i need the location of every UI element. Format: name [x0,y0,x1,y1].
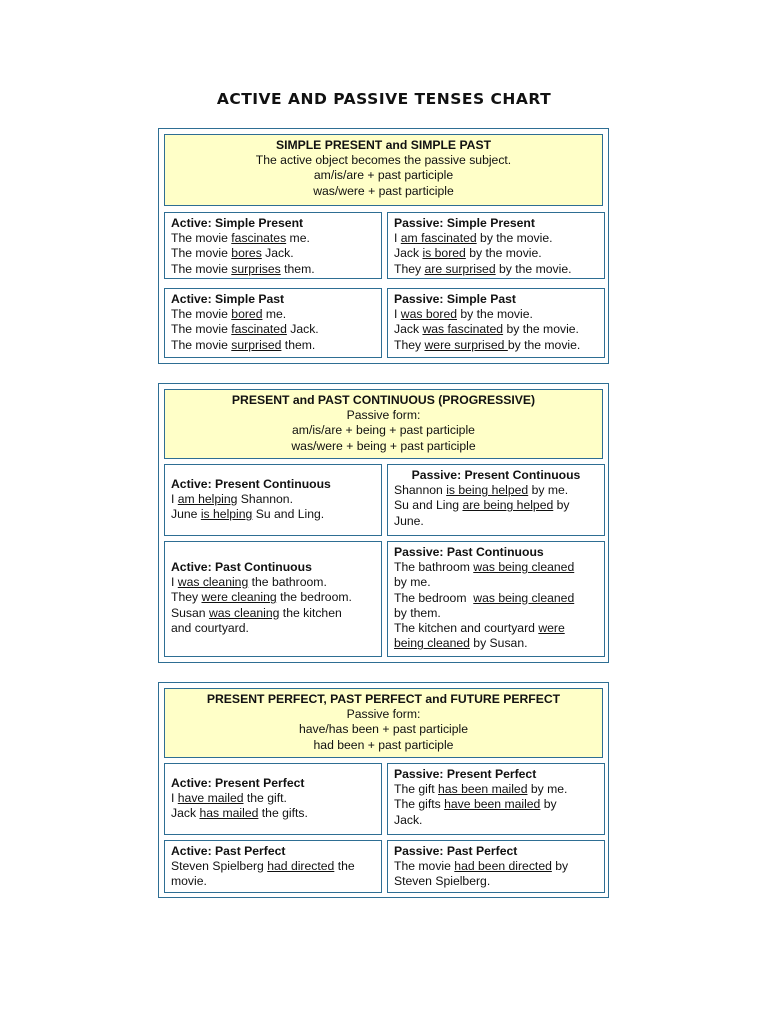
sentence-text: Jack [171,806,200,821]
sentence-text: Shannon [394,483,447,498]
underlined-verb-phrase: have mailed [177,791,244,806]
sentence-text: the kitchen [279,605,342,620]
sentence-text: I [171,492,178,507]
example-sentence [171,575,375,590]
example-sentence [171,307,375,322]
sentence-text: by me. [394,575,431,590]
active-tense-label: Active: Past Perfect [171,844,286,858]
sentence-text: Jack [394,322,423,337]
underlined-verb-phrase: being cleaned [394,636,470,651]
active-cell [164,288,382,358]
sentence-text: Jack [394,246,423,261]
underlined-verb-phrase: are being helped [462,498,554,513]
page-title: ACTIVE AND PASSIVE TENSES CHART [216,90,552,108]
sentence-text: I [394,231,401,246]
section-header-line: Passive form: [346,707,421,722]
section-header-title: SIMPLE PRESENT and SIMPLE PAST [275,138,492,152]
underlined-verb-phrase: has mailed [199,806,259,821]
section-header-title: PRESENT PERFECT, PAST PERFECT and FUTURE PERFECT [206,692,561,706]
sentence-text: by them. [394,605,441,620]
section-header-line: was/were + being + past participle [291,438,476,453]
underlined-verb-phrase: was bored [400,307,458,322]
sentence-text: The movie [171,261,232,276]
passive-tense-label: Passive: Present Continuous [411,468,581,482]
sentence-text: The movie [171,231,232,246]
example-sentence [171,246,375,261]
example-sentence [394,813,598,828]
sentence-text: Jack. [261,246,294,261]
example-sentence [394,307,598,322]
active-tense-label: Active: Present Perfect [171,776,305,790]
example-sentence [394,591,598,606]
sentence-text: and courtyard. [171,620,249,635]
section-header [164,688,603,758]
example-sentence [394,606,598,621]
sentence-text: them. [281,337,316,352]
passive-tense-label: Passive: Simple Past [394,292,516,306]
underlined-verb-phrase: am helping [177,492,238,507]
sentence-text: the gift. [243,791,287,806]
sentence-text: Steven Spielberg [171,859,268,874]
sentence-text: The movie [171,246,232,261]
sentence-text: The movie [394,859,455,874]
sentence-text: The movie [171,322,232,337]
example-sentence [394,782,598,797]
example-sentence [394,575,598,590]
underlined-verb-phrase: is helping [200,507,253,522]
example-sentence [171,590,375,605]
example-sentence [394,874,598,889]
sentence-text: by me. [527,782,568,797]
sentence-text: by me. [528,483,569,498]
sentence-text: The bedroom [394,590,474,605]
sentence-text: I [394,307,401,322]
active-cell [164,541,382,657]
sentence-text: They [171,590,202,605]
example-sentence [394,560,598,575]
sentence-text: by the movie. [476,231,553,246]
underlined-verb-phrase: had been directed [454,859,552,874]
passive-cell [387,464,605,536]
example-sentence [394,498,598,513]
sentence-text: by [540,797,557,812]
example-sentence [394,514,598,529]
sentence-text: June. [394,513,424,528]
underlined-verb-phrase: are surprised [424,261,496,276]
active-cell [164,464,382,536]
sentence-text: I [171,791,178,806]
passive-cell [387,840,605,893]
section-header-line: Passive form: [346,408,421,423]
sentence-text: The movie [171,307,232,322]
passive-tense-label: Passive: Past Continuous [394,545,544,559]
section-header-line: am/is/are + being + past participle [292,423,475,438]
example-sentence [394,621,598,636]
sentence-text: movie. [171,874,207,889]
sentence-text: by [553,498,570,513]
passive-cell [387,288,605,358]
passive-tense-label: Passive: Past Perfect [394,844,518,858]
section-header-line: The active object becomes the passive subject. [255,153,512,168]
example-sentence [171,338,375,353]
active-tense-label: Active: Present Continuous [171,477,331,491]
section-header-line: was/were + past participle [313,183,454,198]
underlined-verb-phrase: had directed [267,859,335,874]
example-sentence [171,874,375,889]
example-sentence [394,483,598,498]
section-header [164,389,603,459]
sentence-text: by the movie. [495,261,572,276]
sentence-text: by the movie. [457,307,533,322]
sentence-text: Jack. [286,322,319,337]
example-sentence [171,806,375,821]
underlined-verb-phrase: bores [231,246,262,261]
underlined-verb-phrase: was being cleaned [473,560,575,575]
sentence-text: Jack. [394,812,423,827]
section-header-line: have/has been + past participle [298,722,469,737]
sentence-text: the [334,859,355,874]
example-sentence [171,262,375,277]
sentence-text: Su and Ling. [252,507,325,522]
section-header-title: PRESENT and PAST CONTINUOUS (PROGRESSIVE) [231,393,536,407]
example-sentence [394,262,598,277]
example-sentence [171,791,375,806]
sentence-text: the gifts. [258,806,308,821]
sentence-text: me. [286,231,310,246]
table-simple-present-past [158,128,609,364]
example-sentence [171,231,375,246]
example-sentence [171,322,375,337]
sentence-text: by the movie. [503,322,579,337]
sentence-text: the bathroom. [248,575,327,590]
sentence-text: Steven Spielberg. [394,874,491,889]
example-sentence [171,621,375,636]
sentence-text: The gift [394,782,439,797]
section-header-line: had been + past participle [313,737,454,752]
table-perfect [158,682,609,898]
sentence-text: The movie [171,337,232,352]
passive-cell [387,541,605,657]
section-header [164,134,603,206]
example-sentence [394,797,598,812]
example-sentence [394,338,598,353]
active-tense-label: Active: Past Continuous [171,560,312,574]
passive-cell [387,763,605,835]
underlined-verb-phrase: is being helped [446,483,529,498]
sentence-text: the bedroom. [276,590,352,605]
example-sentence [394,636,598,651]
sentence-text: them. [280,261,315,276]
passive-tense-label: Passive: Present Perfect [394,767,537,781]
underlined-verb-phrase: bored [231,307,263,322]
underlined-verb-phrase: was cleaning [177,575,249,590]
active-cell [164,212,382,279]
table-continuous [158,383,609,663]
sentence-text: I [171,575,178,590]
sentence-text: by [551,859,569,874]
example-sentence [171,492,375,507]
example-sentence [394,246,598,261]
sentence-text: Su and Ling [394,498,463,513]
section-header-line: am/is/are + past participle [313,168,454,183]
sentence-text: Shannon. [237,492,293,507]
example-sentence [171,859,375,874]
underlined-verb-phrase: is bored [422,246,466,261]
underlined-verb-phrase: fascinated [231,322,287,337]
sentence-text: The bathroom [394,560,474,575]
underlined-verb-phrase: has been mailed [438,782,528,797]
sentence-text: by the movie. [507,337,581,352]
example-sentence [394,859,598,874]
example-sentence [394,322,598,337]
sentence-text: Susan [171,605,209,620]
underlined-verb-phrase: surprises [231,261,281,276]
underlined-verb-phrase: surprised [231,337,282,352]
underlined-verb-phrase: have been mailed [444,797,541,812]
example-sentence [171,606,375,621]
underlined-verb-phrase: am fascinated [400,231,477,246]
passive-cell [387,212,605,279]
example-sentence [171,507,375,522]
sentence-text: by Susan. [469,636,528,651]
sentence-text: The kitchen and courtyard [394,621,539,636]
active-cell [164,840,382,893]
sentence-text: They [394,261,425,276]
sentence-text: me. [262,307,287,322]
underlined-verb-phrase: were surprised [424,337,508,352]
passive-tense-label: Passive: Simple Present [394,216,535,230]
sentence-text: by the movie. [465,246,542,261]
underlined-verb-phrase: were [538,621,565,636]
underlined-verb-phrase: were cleaning [201,590,277,605]
active-tense-label: Active: Simple Present [171,216,304,230]
sentence-text: June [171,507,201,522]
underlined-verb-phrase: was fascinated [422,322,504,337]
sentence-text: They [394,337,425,352]
underlined-verb-phrase: fascinates [231,231,287,246]
sentence-text: The gifts [394,797,445,812]
underlined-verb-phrase: was being cleaned [473,590,575,605]
underlined-verb-phrase: was cleaning [208,605,280,620]
active-cell [164,763,382,835]
active-tense-label: Active: Simple Past [171,292,285,306]
example-sentence [394,231,598,246]
